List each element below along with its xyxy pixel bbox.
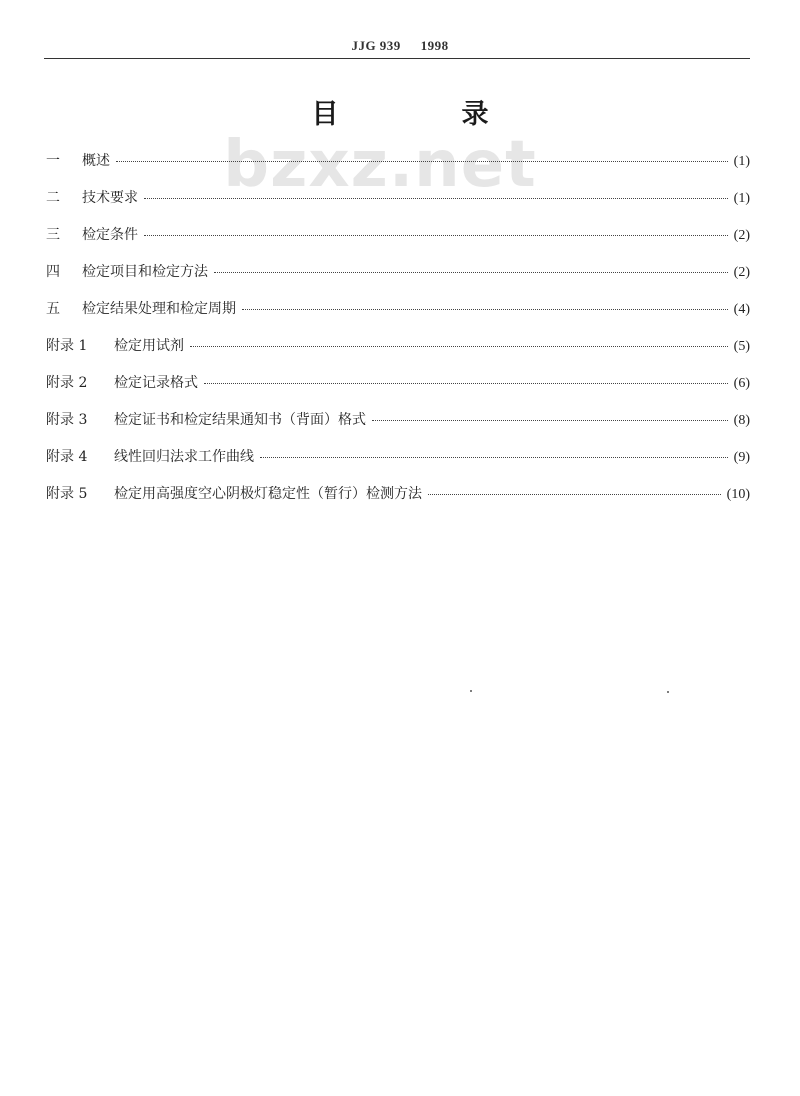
- toc-entry-page: (5): [733, 339, 750, 354]
- toc-entry-page: (1): [733, 191, 750, 206]
- toc-entry-title: 检定用高强度空心阴极灯稳定性（暂行）检测方法: [114, 486, 422, 502]
- watermark: bzxz.net: [223, 128, 537, 202]
- standard-year: 1998: [420, 38, 449, 53]
- toc-entry-title: 检定项目和检定方法: [82, 264, 208, 280]
- leader-dots: [260, 457, 728, 458]
- toc-entry-title: 技术要求: [82, 190, 138, 206]
- toc-entry[interactable]: [46, 261, 750, 298]
- toc-entry-number: 五: [46, 301, 60, 317]
- toc-entry-number: 三: [46, 227, 60, 243]
- leader-dots: [242, 309, 728, 310]
- toc-entry[interactable]: [46, 483, 750, 520]
- toc-entry-number: 四: [46, 264, 60, 280]
- toc-entry-number: 附录 5: [46, 486, 88, 502]
- scan-speck: [470, 690, 472, 692]
- toc-entry-number: 附录 3: [46, 412, 88, 428]
- toc-entry-page: (2): [733, 265, 750, 280]
- scan-speck: [667, 691, 669, 693]
- running-header: [0, 38, 800, 54]
- toc-entry-page: (2): [733, 228, 750, 243]
- leader-dots: [204, 383, 728, 384]
- leader-dots: [372, 420, 728, 421]
- leader-dots: [190, 346, 728, 347]
- toc-entry-page: (6): [733, 376, 750, 391]
- toc-entry-title: 检定结果处理和检定周期: [82, 301, 236, 317]
- toc-entry[interactable]: [46, 187, 750, 224]
- toc-entry-title: 检定记录格式: [114, 375, 198, 391]
- toc-entry-page: (9): [733, 450, 750, 465]
- table-of-contents: [46, 150, 750, 520]
- toc-entry-number: 附录 4: [46, 449, 88, 465]
- leader-dots: [214, 272, 728, 273]
- toc-entry[interactable]: [46, 335, 750, 372]
- toc-entry-page: (10): [726, 487, 750, 502]
- page-title: 目 录: [311, 99, 537, 130]
- toc-entry-page: (4): [733, 302, 750, 317]
- toc-entry-page: (1): [733, 154, 750, 169]
- toc-entry-title: 线性回归法求工作曲线: [114, 449, 254, 465]
- leader-dots: [144, 235, 728, 236]
- toc-entry-number: 附录 2: [46, 375, 88, 391]
- toc-entry[interactable]: [46, 446, 750, 483]
- toc-entry-number: 二: [46, 190, 60, 206]
- header-rule: [44, 58, 750, 59]
- leader-dots: [144, 198, 728, 199]
- leader-dots: [116, 161, 728, 162]
- toc-entry-page: (8): [733, 413, 750, 428]
- toc-entry-title: 检定证书和检定结果通知书（背面）格式: [114, 412, 366, 428]
- toc-entry-number: 附录 1: [46, 338, 88, 354]
- toc-entry[interactable]: [46, 409, 750, 446]
- toc-entry[interactable]: [46, 298, 750, 335]
- toc-entry[interactable]: [46, 150, 750, 187]
- toc-entry[interactable]: [46, 372, 750, 409]
- toc-entry[interactable]: [46, 224, 750, 261]
- standard-code: JJG 939: [351, 38, 401, 53]
- leader-dots: [428, 494, 721, 495]
- toc-entry-title: 检定用试剂: [114, 338, 184, 354]
- toc-entry-number: 一: [46, 153, 60, 169]
- toc-entry-title: 概述: [82, 153, 110, 169]
- toc-entry-title: 检定条件: [82, 227, 138, 243]
